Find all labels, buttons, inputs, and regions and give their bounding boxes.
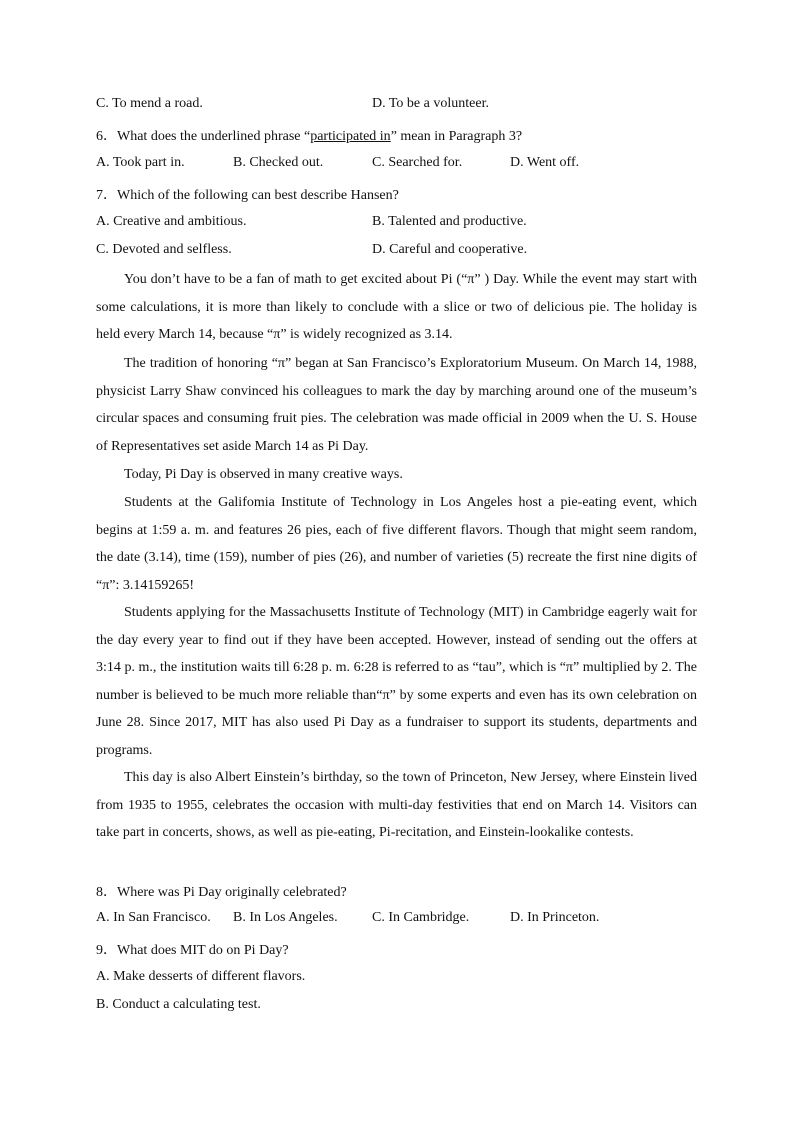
q8-option-a: A. In San Francisco. <box>96 910 211 925</box>
passage-paragraph-3: Today, Pi Day is observed in many creative ways. <box>124 467 403 482</box>
passage-paragraph-5: Students applying for the Massachusetts Institute of Technology (MIT) in Cambridge eagerly wait for the day every year to find out if they have been accepted. However, instead of sending out the offers at 3:14 p. m., the institution waits till 6:28 p. m. 6:28 is referred to as “tau”, which is “π” multiplied by 2. The number is believed to be much more reliable than“π” by some experts and even has its own celebration on June 28. Since 2017, MIT has also used Pi Day as a fundraiser to support its students, departments and programs. <box>96 605 697 758</box>
passage-paragraph-1: You don’t have to be a fan of math to get excited about Pi (“π” ) Day. While the event may start with some calculations, it is more than likely to conclude with a slice or two of delicious pie. The holiday is held every March 14, because “π” is widely recognized as 3.14. <box>96 272 697 343</box>
q6-option-a: A. Took part in. <box>96 155 185 170</box>
q7-stem: 7．Which of the following can best describe Hansen? <box>96 188 399 203</box>
q8-option-b: B. In Los Angeles. <box>233 910 338 925</box>
passage-paragraph-4: Students at the Galifomia Institute of Technology in Los Angeles host a pie-eating event, which begins at 1:59 a. m. and features 26 pies, each of five different flavors. Though that might seem random, the date (3.14), time (159), number of pies (26), and number of varieties (5) recreate the first nine digits of “π”: 3.14159265! <box>96 495 697 593</box>
q9-option-b: B. Conduct a calculating test. <box>96 997 261 1012</box>
q5-option-d: D. To be a volunteer. <box>372 96 489 111</box>
q6-option-c: C. Searched for. <box>372 155 463 170</box>
q6-stem-after: ” mean in Paragraph 3? <box>390 129 523 144</box>
passage-paragraph-6: This day is also Albert Einstein’s birthday, so the town of Princeton, New Jersey, where Einstein lived from 1935 to 1955, celebrates the occasion with multi-day festivities that end on March 14. Visitors can take part in concerts, shows, as well as pie-eating, Pi-recitation, and Einstein-lookalike contests. <box>96 770 697 841</box>
q6-option-d: D. Went off. <box>510 155 580 170</box>
q6-stem <box>96 125 522 145</box>
q7-option-a: A. Creative and ambitious. <box>96 214 247 229</box>
q7-option-d: D. Careful and cooperative. <box>372 242 528 257</box>
q8-stem: 8．Where was Pi Day originally celebrated? <box>96 885 347 900</box>
q8-option-c: C. In Cambridge. <box>372 910 470 925</box>
passage-paragraph-2: The tradition of honoring “π” began at San Francisco’s Exploratorium Museum. On March 14, 1988, physicist Larry Shaw convinced his colleagues to mark the day by marching around one of the museum’s circular spaces and consuming fruit pies. The celebration was made official in 2009 when the U. S. House of Representatives set aside March 14 as Pi Day. <box>96 356 697 454</box>
q9-stem: 9．What does MIT do on Pi Day? <box>96 943 289 958</box>
q7-option-c: C. Devoted and selfless. <box>96 242 232 257</box>
q8-option-d: D. In Princeton. <box>510 910 600 925</box>
q7-option-b: B. Talented and productive. <box>372 214 527 229</box>
q6-stem-before: 6．What does the underlined phrase “ <box>96 129 311 144</box>
q6-underlined-phrase: participated in <box>310 129 391 144</box>
q9-option-a: A. Make desserts of different flavors. <box>96 969 306 984</box>
q6-option-b: B. Checked out. <box>233 155 324 170</box>
q5-option-c: C. To mend a road. <box>96 96 203 111</box>
